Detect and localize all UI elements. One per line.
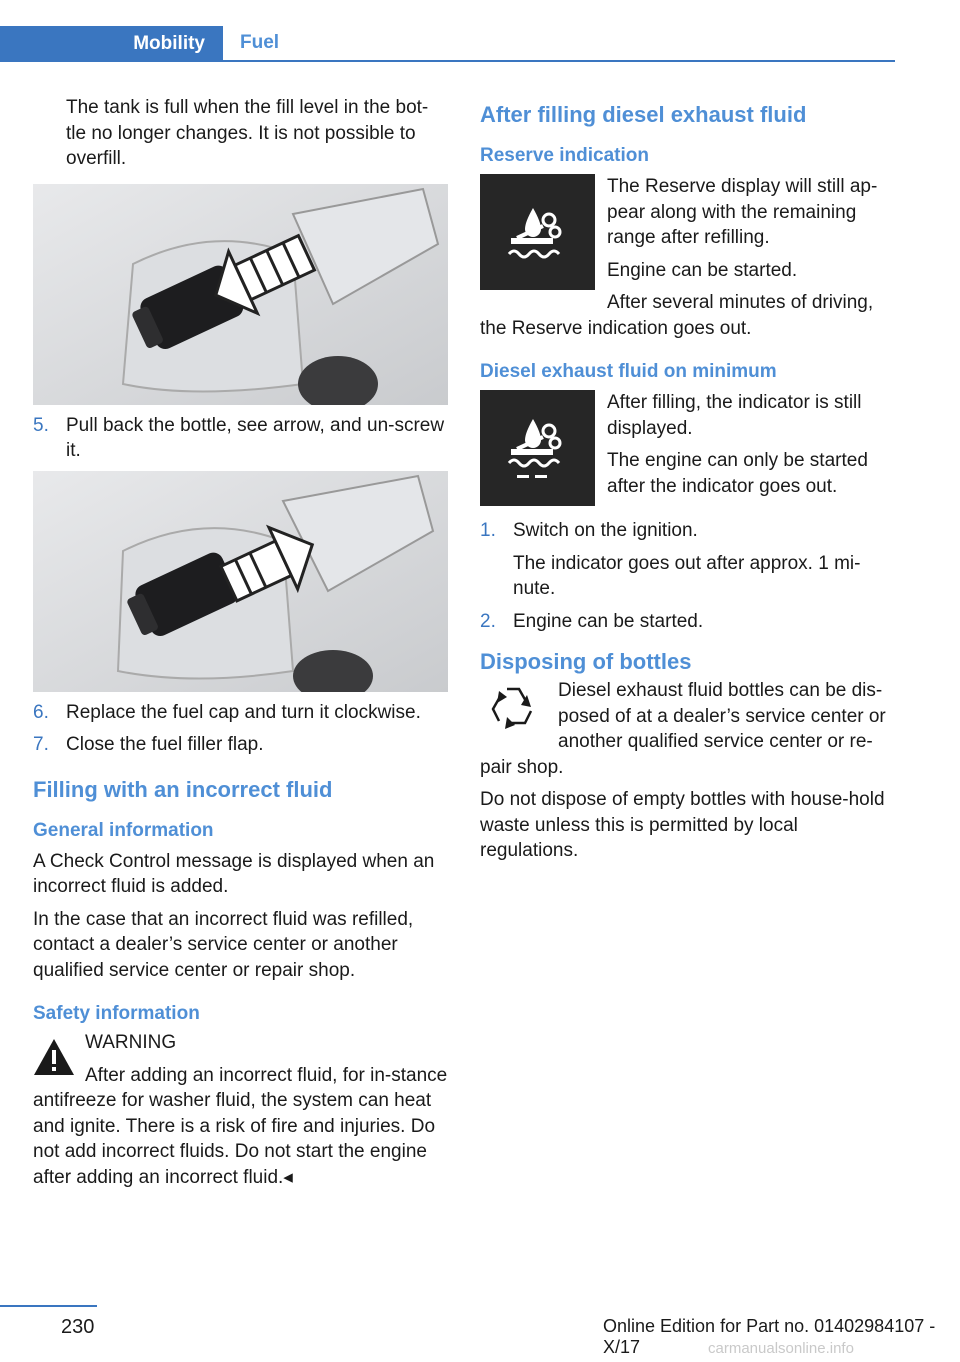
warning-triangle-icon xyxy=(33,1036,75,1078)
header-tabs xyxy=(0,26,895,62)
heading-reserve-indication: Reserve indication xyxy=(480,145,649,166)
step-1-number: 1. xyxy=(480,520,496,541)
right-column xyxy=(480,95,895,871)
heading-incorrect-fluid: Filling with an incorrect fluid xyxy=(33,776,333,802)
tab-mobility[interactable]: Mobility xyxy=(0,26,223,62)
reserve-paragraph-3: After several minutes of driving, the Reserve indication goes out. xyxy=(480,292,874,339)
bottle-remove-photo xyxy=(33,471,448,692)
heading-general-information: General information xyxy=(33,819,214,841)
step-5-number: 5. xyxy=(33,414,49,436)
minimum-block xyxy=(480,390,895,499)
warning-text: After adding an incorrect fluid, for in-stance antifreeze for washer fluid, the system can heat and ignite. There is a risk of fire and injuries. Do not add incorrect fluids. Do not start the engine after adding an incorrect fluid.◂ xyxy=(33,1064,448,1188)
general-paragraph-2: In the case that an incorrect fluid was refilled, contact a dealer’s service center or another qualified service center or repair shop. xyxy=(33,908,414,981)
header-rule xyxy=(0,60,895,62)
general-paragraph-1: A Check Control message is displayed when an incorrect fluid is added. xyxy=(33,850,435,897)
heading-after-filling: After filling diesel exhaust fluid xyxy=(480,102,807,127)
reserve-paragraph-1: The Reserve display will still ap-pear along with the remaining range after refilling. xyxy=(607,176,878,248)
step-6-text: Replace the fuel cap and turn it clockwise. xyxy=(66,701,421,723)
warning-block xyxy=(33,1030,448,1190)
step-7-number: 7. xyxy=(33,734,49,755)
reserve-paragraph-2: Engine can be started. xyxy=(607,259,798,281)
step-1-main: Switch on the ignition. xyxy=(513,520,698,541)
heading-disposing-bottles: Disposing of bottles xyxy=(480,649,692,674)
step-5 xyxy=(33,413,448,464)
step-6 xyxy=(33,700,448,726)
step-2 xyxy=(480,609,895,635)
page-number: 230 xyxy=(61,1316,95,1338)
step-5-text: Pull back the bottle, see arrow, and un-screw it. xyxy=(66,414,445,461)
watermark: carmanualsonline.info xyxy=(708,1340,854,1357)
heading-fluid-minimum: Diesel exhaust fluid on minimum xyxy=(480,361,777,382)
step-1 xyxy=(480,518,895,602)
step-7-text: Close the fuel filler flap. xyxy=(66,734,264,755)
step-2-text: Engine can be started. xyxy=(513,610,704,632)
dispose-paragraph-2: Do not dispose of empty bottles with house-hold waste unless this is permitted by local regulations. xyxy=(480,789,885,861)
exhaust-fluid-reserve-icon xyxy=(480,174,595,290)
dispose-paragraph-1: Diesel exhaust fluid bottles can be dis-posed of at a dealer’s service center or another qualified service center or re-pair shop. xyxy=(480,680,886,778)
minimum-paragraph-1: After filling, the indicator is still displayed. xyxy=(607,392,862,439)
exhaust-fluid-minimum-icon xyxy=(480,390,595,506)
step-1-sub: The indicator goes out after approx. 1 mi-nute. xyxy=(513,552,861,599)
left-column xyxy=(33,95,448,1197)
step-6-number: 6. xyxy=(33,701,49,723)
step-7 xyxy=(33,732,448,758)
reserve-block xyxy=(480,174,895,341)
warning-label: WARNING xyxy=(85,1032,177,1053)
edition-note: Online Edition for Part no. 01402984107 - X/17 xyxy=(603,1316,936,1357)
step-2-number: 2. xyxy=(480,610,496,632)
step-1-text xyxy=(513,518,895,602)
tab-fuel[interactable]: Fuel xyxy=(240,32,280,53)
recycling-icon xyxy=(480,678,546,736)
heading-safety-information: Safety information xyxy=(33,1003,200,1024)
minimum-paragraph-2: The engine can only be started after the indicator goes out. xyxy=(607,450,868,497)
disposing-block xyxy=(480,678,895,864)
intro-paragraph: The tank is full when the fill level in the bot-tle no longer changes. It is not possible to overfill. xyxy=(66,97,429,169)
bottle-insert-photo xyxy=(33,184,448,405)
footer-rule xyxy=(0,1305,97,1307)
